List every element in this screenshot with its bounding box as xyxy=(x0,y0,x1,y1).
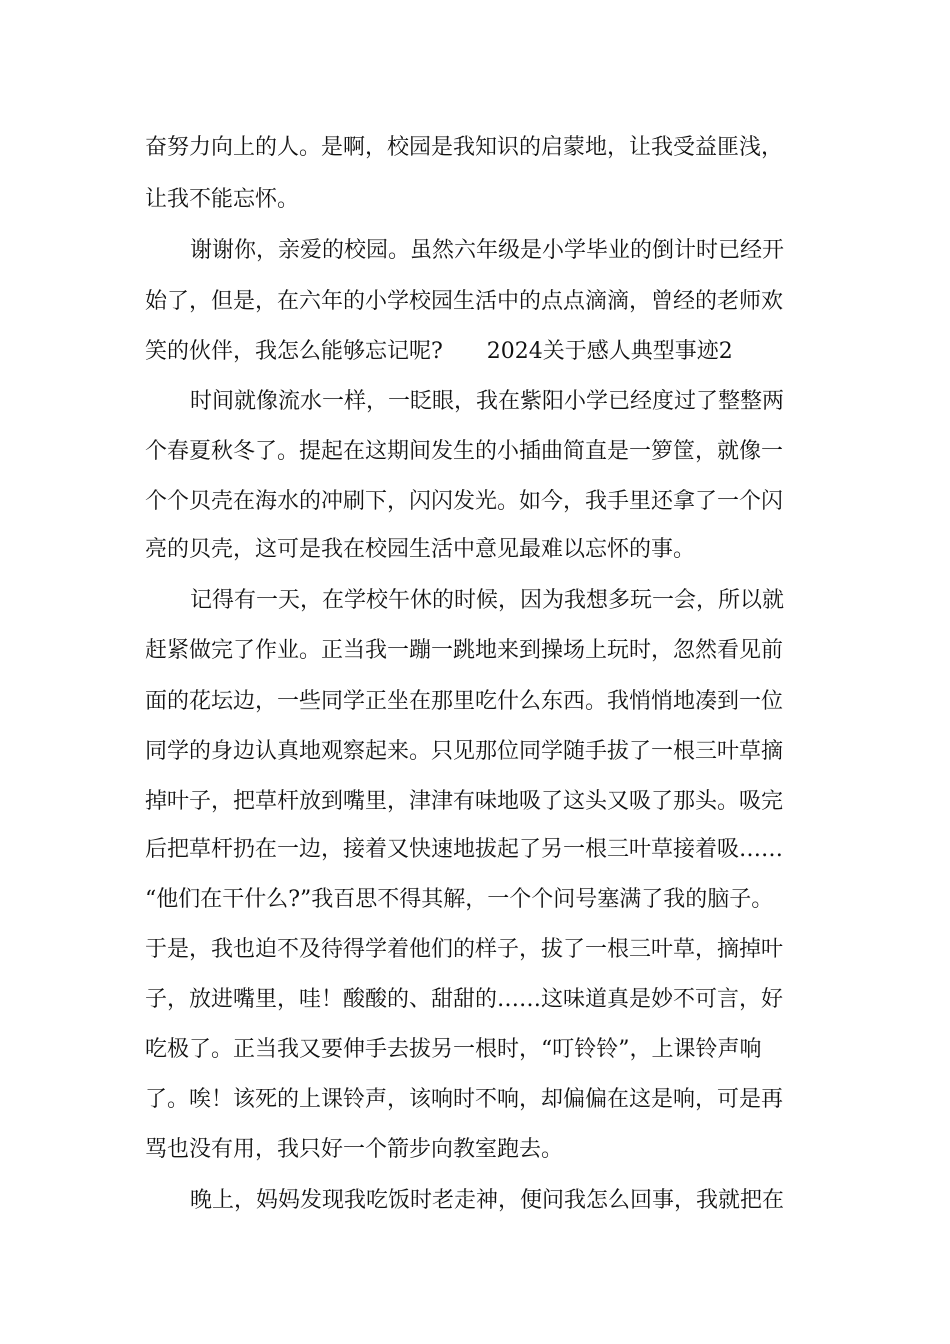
paragraph-first-line: 记得有一天，在学校午休的时候，因为我想多玩一会，所以就 xyxy=(190,588,785,613)
text-line: 亮的贝壳，这可是我在校园生活中意见最难以忘怀的事。 xyxy=(145,537,696,562)
text-line: 奋努力向上的人。是啊，校园是我知识的启蒙地，让我受益匪浅， xyxy=(145,135,784,160)
text-line: 面的花坛边，一些同学正坐在那里吃什么东西。我悄悄地凑到一位 xyxy=(145,689,784,714)
paragraph-first-line: 晚上，妈妈发现我吃饭时老走神，便问我怎么回事，我就把在 xyxy=(190,1188,785,1213)
text-line: 笑的伙伴，我怎么能够忘记呢? 2024关于感人典型事迹2 xyxy=(145,339,733,364)
text-line: 了。唉！该死的上课铃声，该响时不响，却偏偏在这是响，可是再 xyxy=(145,1087,784,1112)
text-line: 子，放进嘴里，哇！酸酸的、甜甜的……这味道真是妙不可言，好 xyxy=(145,987,784,1012)
paragraph-first-line: 时间就像流水一样，一眨眼，我在紫阳小学已经度过了整整两 xyxy=(190,389,785,414)
text-line: 同学的身边认真地观察起来。只见那位同学随手拔了一根三叶草摘 xyxy=(145,739,784,764)
text-line: 始了，但是，在六年的小学校园生活中的点点滴滴，曾经的老师欢 xyxy=(145,289,784,314)
text-line: 骂也没有用，我只好一个箭步向教室跑去。 xyxy=(145,1137,564,1162)
text-line: “他们在干什么?”我百思不得其解，一个个问号塞满了我的脑子。 xyxy=(145,887,774,912)
text-line: 吃极了。正当我又要伸手去拔另一根时，“叮铃铃”，上课铃声响 xyxy=(145,1037,762,1062)
text-line: 于是，我也迫不及待得学着他们的样子，拔了一根三叶草，摘掉叶 xyxy=(145,937,784,962)
text-line: 让我不能忘怀。 xyxy=(145,187,300,212)
text-line: 个个贝壳在海水的冲刷下，闪闪发光。如今，我手里还拿了一个闪 xyxy=(145,489,784,514)
text-line: 后把草杆扔在一边，接着又快速地拔起了另一根三叶草接着吸…… xyxy=(145,837,784,862)
text-line: 赶紧做完了作业。正当我一蹦一跳地来到操场上玩时，忽然看见前 xyxy=(145,638,784,663)
paragraph-first-line: 谢谢你，亲爱的校园。虽然六年级是小学毕业的倒计时已经开 xyxy=(190,238,785,263)
text-line: 个春夏秋冬了。提起在这期间发生的小插曲简直是一箩筐，就像一 xyxy=(145,439,784,464)
text-line: 掉叶子，把草杆放到嘴里，津津有味地吸了这头又吸了那头。吸完 xyxy=(145,789,784,814)
